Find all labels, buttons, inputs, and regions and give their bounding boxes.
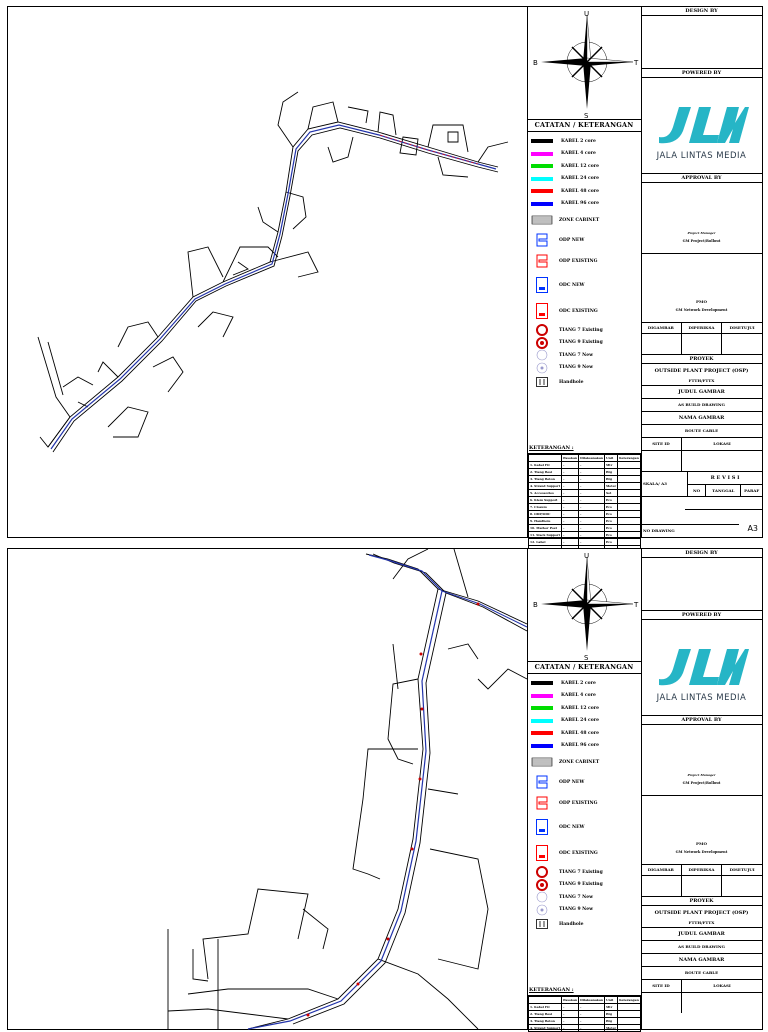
- handhole-icon: [535, 918, 549, 930]
- nama-label: NAMA GAMBAR: [641, 412, 762, 425]
- drawing-sheet-1: [7, 6, 763, 544]
- legend-zone-cabinet: ZONE CABINET: [527, 210, 641, 230]
- legend-cable-24core: KABEL 24 core: [527, 173, 641, 186]
- odp-existing-icon: [535, 255, 549, 267]
- legend-cable-12core: KABEL 12 core: [527, 160, 641, 173]
- compass-west-label: B: [533, 59, 538, 67]
- legend-pole-9-existing: TIANG 9 Existing: [527, 337, 641, 350]
- drawing-sheet-2: [7, 548, 763, 1030]
- approver-signature: Project Manager GM Project/Rollout: [641, 183, 762, 254]
- table-row: 8. ODP/ODC - - Pcs: [529, 511, 641, 518]
- legend-title: CATATAN / KETERANGAN: [527, 119, 641, 132]
- title-block-2: DESIGN BY POWERED BY JALA LINTAS MEDIA APPROVAL BY Project Manager GM Project/Rollout PMO GM Network Development DIGAMBAR DIPERIKSA DISETUJUI PROYEK OUTSIDE PLANT PROJECT (OSP) FTTH/FTTX JUDUL GAMBAR AS BUILD DRAWING NAMA GAMBAR ROUTE CABLE SITE ID LOKASI: [641, 549, 762, 1029]
- legend-cable-4core: KABEL 4 core: [527, 148, 641, 161]
- odc-new-icon: [535, 279, 549, 291]
- table-row: 5. Accessories - - Set: [529, 490, 641, 497]
- legend-cable-48core: KABEL 48 core: [527, 185, 641, 198]
- paper-size: A3: [747, 524, 758, 533]
- legend-cable-48core: KABEL 48 core: [527, 727, 641, 740]
- jlm-logo: [655, 99, 749, 149]
- legend-panel-2: [527, 549, 642, 1029]
- table-row: 3. Tiang Beton - - Btg: [529, 1018, 641, 1025]
- svg-text:T: T: [634, 601, 639, 609]
- table-row: 4. Strand Support - - Meter: [529, 1025, 641, 1032]
- design-by-label: DESIGN BY: [641, 549, 762, 558]
- legend-cable-96core: KABEL 96 core: [527, 198, 641, 211]
- table-row: 2. Tiang Besi - - Btg: [529, 1011, 641, 1018]
- legend-items: [527, 135, 641, 390]
- pmo-signature: PMO GM Network Development: [641, 254, 762, 323]
- pole-9-existing-icon: [535, 879, 549, 891]
- no-drawing-row: [641, 497, 762, 521]
- legend-pole-7-new: TIANG 7 New: [527, 891, 641, 904]
- material-table-2: [528, 996, 641, 1032]
- compass-rose: [527, 7, 641, 120]
- legend-pole-9-new: TIANG 9 New: [527, 362, 641, 375]
- legend-cable-2core: KABEL 2 core: [527, 135, 641, 148]
- table-row: 12. Label - - Pcs: [529, 539, 641, 546]
- table-header-row: Pasokan Dilaksanakan Unit Keterangan: [529, 997, 641, 1004]
- judul-label: JUDUL GAMBAR: [641, 386, 762, 399]
- legend-odp-existing: ODP EXISTING: [527, 792, 641, 814]
- pole-9-new-icon: [535, 362, 549, 374]
- svg-text:S: S: [584, 654, 589, 662]
- pole-9-new-icon: [535, 904, 549, 916]
- legend-cable-2core: KABEL 2 core: [527, 677, 641, 690]
- table-row: 9. Handhole - - Pcs: [529, 518, 641, 525]
- table-row: 3. Tiang Beton - - Btg: [529, 476, 641, 483]
- material-table: [528, 454, 641, 560]
- proyek-value: OUTSIDE PLANT PROJECT (OSP) FTTH/FTTX: [641, 364, 762, 386]
- compass-north-label: U: [584, 10, 590, 18]
- pole-7-new-icon: [535, 891, 549, 903]
- company-name: JALA LINTAS MEDIA: [656, 151, 747, 161]
- legend-pole-7-existing: TIANG 7 Existing: [527, 324, 641, 337]
- legend-cable-96core: KABEL 96 core: [527, 740, 641, 753]
- legend-zone-cabinet: ZONE CABINET: [527, 752, 641, 772]
- legend-odc-existing: ODC EXISTING: [527, 840, 641, 866]
- jlm-logo: [655, 641, 749, 691]
- odp-existing-icon: [535, 797, 549, 809]
- legend-odc-new: ODC NEW: [527, 272, 641, 298]
- pole-7-new-icon: [535, 349, 549, 361]
- legend-items-2: [527, 677, 641, 932]
- keterangan-title: KETERANGAN :: [527, 443, 641, 454]
- legend-pole-9-existing: TIANG 9 Existing: [527, 879, 641, 892]
- legend-odp-new: ODP NEW: [527, 230, 641, 250]
- pole-7-existing-icon: [535, 866, 549, 878]
- table-row: 7. Closure - - Pcs: [529, 504, 641, 511]
- legend-panel-1: [527, 7, 642, 544]
- powered-by-area: [641, 69, 762, 174]
- pole-9-existing-icon: [535, 337, 549, 349]
- legend-pole-9-new: TIANG 9 New: [527, 904, 641, 917]
- handhole-icon: [535, 376, 549, 388]
- powered-by-area: POWERED BY JALA LINTAS MEDIA: [641, 611, 762, 716]
- zone-cabinet-icon: [535, 214, 549, 226]
- table-row: 1. Kabel FO - - Mtr: [529, 462, 641, 469]
- table-row: 11. Slack Support - - Pcs: [529, 532, 641, 539]
- keterangan-section: [527, 443, 641, 560]
- svg-text:B: B: [533, 601, 538, 609]
- legend-cable-12core: KABEL 12 core: [527, 702, 641, 715]
- route-map-1[interactable]: [8, 7, 528, 537]
- table-row: 10. Marker Post - - Pcs: [529, 525, 641, 532]
- legend-odc-new: ODC NEW: [527, 814, 641, 840]
- legend-pole-7-new: TIANG 7 New: [527, 349, 641, 362]
- judul-value: AS BUILD DRAWING: [641, 399, 762, 412]
- legend-odc-existing: ODC EXISTING: [527, 298, 641, 324]
- odc-new-icon: [535, 821, 549, 833]
- legend-title-2: CATATAN / KETERANGAN: [527, 661, 641, 674]
- legend-cable-24core: KABEL 24 core: [527, 715, 641, 728]
- route-map-2[interactable]: [8, 549, 528, 1029]
- table-row: 2. Tiang Besi - - Btg: [529, 469, 641, 476]
- pole-7-existing-icon: [535, 324, 549, 336]
- revisi-block: SKALA/ A3 R E V I S I NO TANGGAL PARAF: [641, 472, 762, 497]
- title-block-1: [641, 7, 762, 537]
- site-values: [641, 451, 762, 472]
- design-by-area: [641, 16, 762, 69]
- table-header-row: Pasokan Dilaksanakan Unit Keterangan: [529, 455, 641, 462]
- legend-handhole: Handhole: [527, 916, 641, 932]
- odc-existing-icon: [535, 305, 549, 317]
- signoff-headers: DIGAMBAR DIPERIKSA DISETUJUI: [641, 323, 762, 334]
- table-row: 6. Klem Support - - Pcs: [529, 497, 641, 504]
- no-drawing-label: NO DRAWING: [641, 524, 739, 537]
- design-by-label: DESIGN BY: [641, 7, 762, 16]
- odp-new-icon: [535, 234, 549, 246]
- compass-rose-2: [527, 549, 641, 662]
- nama-value: ROUTE CABLE: [641, 425, 762, 438]
- legend-odp-new: ODP NEW: [527, 772, 641, 792]
- table-row: 4. Strand Support - - Meter: [529, 483, 641, 490]
- keterangan-section-2: KETERANGAN : Pasokan Dilaksanakan Unit Keterangan 1. Kabel FO - - Mtr 2. Tiang Besi - - Btg 3. Tiang Beton - - Btg 4. Strand Support - - Meter: [527, 985, 641, 1032]
- site-row: SITE ID LOKASI: [641, 438, 762, 451]
- approval-by-label: APPROVAL BY: [641, 174, 762, 183]
- odp-new-icon: [535, 776, 549, 788]
- zone-cabinet-icon: [535, 756, 549, 768]
- svg-text:U: U: [584, 552, 590, 560]
- legend-odp-existing: ODP EXISTING: [527, 250, 641, 272]
- compass-east-label: T: [634, 59, 639, 67]
- compass-south-label: S: [584, 112, 589, 120]
- legend-pole-7-existing: TIANG 7 Existing: [527, 866, 641, 879]
- proyek-label: PROYEK: [641, 355, 762, 364]
- legend-handhole: Handhole: [527, 374, 641, 390]
- signoff-cells: [641, 334, 762, 355]
- powered-by-label: POWERED BY: [641, 69, 762, 78]
- legend-cable-4core: KABEL 4 core: [527, 690, 641, 703]
- table-row: 1. Kabel FO - - Mtr: [529, 1004, 641, 1011]
- odc-existing-icon: [535, 847, 549, 859]
